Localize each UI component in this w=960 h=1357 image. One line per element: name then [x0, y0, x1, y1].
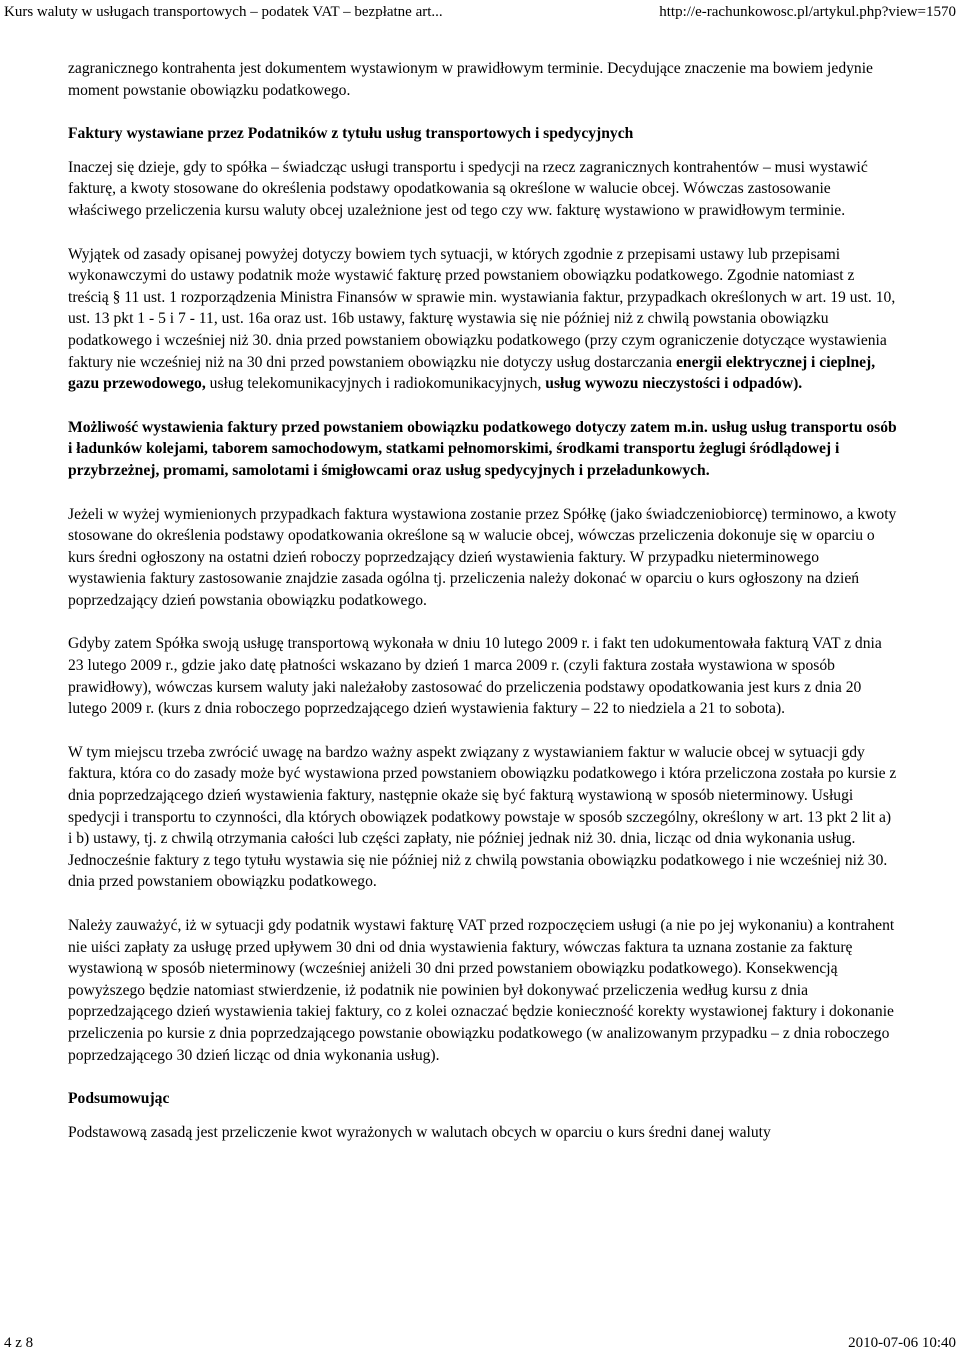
bold-text: Możliwość wystawienia faktury przed powstaniem obowiązku podatkowego dotyczy zatem m.in. usług usług transportu osób i ładunków kolejami, taborem samochodowym, statkami pełnomorskimi, środkami transportu żeglugi śródlądowej i przybrzeżnej, promami, samolotami i śmigłowcami oraz usług spedycyjnych i przeładunkowych.: [68, 418, 897, 479]
bold-text: usług wywozu nieczystości i odpadów).: [545, 375, 803, 393]
paragraph: [68, 244, 898, 395]
page-number: 4 z 8: [4, 1335, 34, 1351]
paragraph-bold: [68, 417, 898, 482]
paragraph: W tym miejscu trzeba zwrócić uwagę na bardzo ważny aspekt związany z wystawianiem faktur w walucie obcej w sytuacji gdy faktura, która co do zasady może być wystawiona przed powstaniem obowiązku podatkowego i która przeliczona została po kursie z dnia poprzedzającego dzień wystawienia faktury, następnie okaże się być fakturą wystawioną w sposób nieterminowy. Usługi spedycji i transportu to czynności, dla których obowiązek podatkowy powstaje w sposób szczególny, określony w art. 13 pkt 2 lit a) i b) ustawy, tj. z chwilą otrzymania całości lub części zapłaty, nie później jednak niż 30. dnia, licząc od dnia wykonania usług. Jednocześnie faktury z tego tytułu wystawia się nie później niż z chwilą powstania obowiązku podatkowego i nie wcześniej niż 30. dnia przed powstaniem obowiązku podatkowego.: [68, 743, 897, 891]
paragraph: Inaczej się dzieje, gdy to spółka – świadcząc usługi transportu i spedycji na rzecz zagranicznych kontrahentów – musi wystawić fakturę, a kwoty stosowane do określenia podstawy opodatkowania są określone w walucie obcej. Wówczas zastosowanie właściwego przeliczenia kursu waluty obcej uzależnione jest od tego czy ww. fakturę wystawiono w prawidłowym terminie.: [68, 158, 868, 219]
paragraph: Podstawową zasadą jest przeliczenie kwot wyrażonych w walutach obcych w oparciu o kurs średni danej waluty: [68, 1123, 771, 1141]
print-timestamp: 2010-07-06 10:40: [848, 1335, 956, 1351]
bold-text: energii elektrycznej i cieplnej, gazu przewodowego,: [68, 353, 876, 393]
paragraph: Jeżeli w wyżej wymienionych przypadkach faktura wystawiona zostanie przez Spółkę (jako świadczeniobiorcę) terminowo, a kwoty stosowane do określenia podstawy opodatkowania określone są w walucie obcej, wówczas przeliczenia dokonuje się w oparciu o kurs średni ogłoszony na ostatni dzień roboczy poprzedzający dzień wystawienia faktury. W przypadku nieterminowego wystawienia faktury zastosowanie znajdzie zasada ogólna tj. przeliczenia należy dokonać w oparciu o kurs ogłoszony na dzień poprzedzający dzień powstania obowiązku podatkowego.: [68, 505, 897, 609]
article-body: [68, 58, 898, 1165]
paragraph-text: Wyjątek od zasady opisanej powyżej dotyczy bowiem tych sytuacji, w których zgodnie z przepisami ustawy lub przepisami wykonawczymi do ustawy podatnik może wystawić fakturę przed powstaniem obowiązku podatkowego. Zgodnie natomiast z treścią § 11 ust. 1 rozporządzenia Ministra Finansów w sprawie min. wystawiania faktur, przypadkach określonych w art. 19 ust. 10, ust. 13 pkt 1 - 5 i 7 - 11, ust. 16a oraz ust. 16b ustawy, fakturę wystawia się nie później niż z chwilą powstania obowiązku podatkowego i wcześniej niż 30. dnia przed powstaniem obowiązku podatkowego (przy czym ograniczenie dotyczące wystawienia faktury nie wcześniej niż na 30 dni przed powstaniem obowiązku nie dotyczy usług dostarczania: [68, 245, 896, 371]
paragraph: Należy zauważyć, iż w sytuacji gdy podatnik wystawi fakturę VAT przed rozpoczęciem usługi (a nie po jej wykonaniu) a kontrahent nie uiści zapłaty za usługę przed upływem 30 dni od dnia wystawienia faktury, wówczas faktura ta uznana zostanie za fakturę wystawioną w sposób nieterminowy (wcześniej aniżeli 30 dni przed powstaniem obowiązku podatkowego). Konsekwencją powyższego będzie natomiast stwierdzenie, iż podatnik nie powinien był dokonywać przeliczenia według kursu z dnia poprzedzającego dzień wystawienia takiej faktury, co z kolei oznaczać będzie konieczność korekty wystawionej faktury i dokonanie przeliczenia po kursie z dnia poprzedzającego powstanie obowiązku podatkowego (w analizowanym przypadku – z dnia roboczego poprzedzającego 30 dzień licząc od dnia wykonania usług).: [68, 917, 895, 1064]
paragraph: Gdyby zatem Spółka swoją usługę transportową wykonała w dniu 10 lutego 2009 r. i fakt ten udokumentowała fakturą VAT z dnia 23 lutego 2009 r., gdzie jako datę płatności wskazano by dzień 1 marca 2009 r. (czyli faktura została wystawiona w sposób prawidłowy), wówczas kursem waluty jaki należałoby zastosować do przeliczenia podstawy opodatkowania jest kurs z dnia 20 lutego 2009 r. (kurs z dnia roboczego poprzedzającego dzień wystawienia faktury – 22 to niedziela a 21 to sobota).: [68, 635, 882, 718]
page-footer: [0, 1333, 960, 1357]
page-header: [0, 0, 960, 28]
section-heading: Podsumowując: [68, 1090, 170, 1108]
paragraph: zagranicznego kontrahenta jest dokumentem wystawionym w prawidłowym terminie. Decydujące znaczenie ma bowiem jedynie moment powstanie obowiązku podatkowego.: [68, 60, 873, 99]
document-url[interactable]: http://e-rachunkowosc.pl/artykul.php?view=1570: [659, 4, 956, 20]
section-heading: Faktury wystawiane przez Podatników z tytułu usług transportowych i spedycyjnych: [68, 125, 634, 143]
paragraph-text: usług telekomunikacyjnych i radiokomunikacyjnych,: [209, 375, 542, 393]
document-title: Kurs waluty w usługach transportowych – podatek VAT – bezpłatne art...: [4, 4, 443, 20]
